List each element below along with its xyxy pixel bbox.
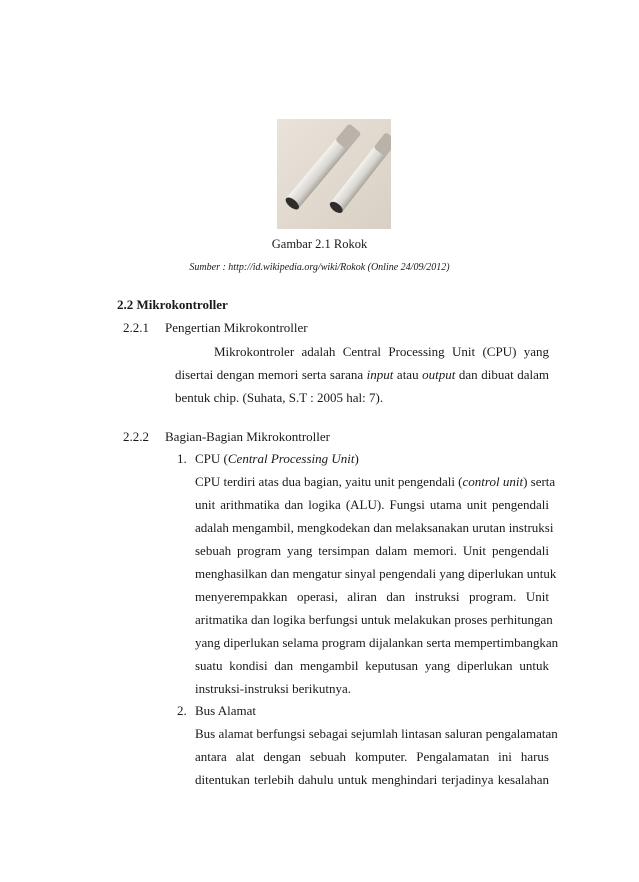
paragraph-line: Mikrokontroler adalah Central Processing Unit (CPU) yang: [214, 344, 549, 359]
paragraph-line: sebuah program yang tersimpan dalam memori. Unit pengendali: [195, 543, 549, 558]
section-heading: 2.2 Mikrokontroller: [117, 297, 228, 312]
subsection-number: 2.2.1: [123, 320, 149, 335]
paragraph-line: unit arithmatika dan logika (ALU). Fungsi utama unit pengendali: [195, 497, 549, 512]
paragraph-line: antara alat dengan sebuah komputer. Pengalamatan ini harus: [195, 749, 549, 764]
figure-caption: Gambar 2.1 Rokok: [271, 237, 368, 251]
subsection-title: Pengertian Mikrokontroller: [165, 320, 308, 335]
cigarettes-photo: [277, 119, 391, 229]
subsection-number: 2.2.2: [123, 429, 149, 444]
paragraph-line: yang diperlukan selama program dijalankan serta mempertimbangkan: [195, 635, 559, 650]
paragraph-line: Bus alamat berfungsi sebagai sejumlah lintasan saluran pengalamatan: [195, 726, 558, 741]
paragraph-line: disertai dengan memori serta sarana input atau output dan dibuat dalam: [175, 367, 549, 382]
subsection-title: Bagian-Bagian Mikrokontroller: [165, 429, 330, 444]
paragraph-line: suatu kondisi dan mengambil keputusan yang diperlukan untuk: [195, 658, 549, 673]
list-item-title: CPU (Central Processing Unit): [195, 451, 359, 466]
paragraph-line: instruksi-instruksi berikutnya.: [195, 681, 351, 696]
figure-source: Sumber : http://id.wikipedia.org/wiki/Rokok (Online 24/09/2012): [189, 262, 450, 273]
list-item-number: 1.: [177, 451, 187, 466]
paragraph-line: adalah mengambil, mengkodekan dan melaksanakan urutan instruksi: [195, 520, 554, 535]
paragraph-line: aritmatika dan logika berfungsi untuk melakukan proses perhitungan: [195, 612, 553, 627]
paragraph-line: CPU terdiri atas dua bagian, yaitu unit pengendali (control unit) serta: [195, 474, 556, 489]
paragraph-line: ditentukan terlebih dahulu untuk menghindari terjadinya kesalahan: [195, 772, 549, 787]
paragraph-line: menghasilkan dan mengatur sinyal pengendali yang diperlukan untuk: [195, 566, 557, 581]
list-item-number: 2.: [177, 703, 187, 718]
paragraph-line: menyerempakkan operasi, aliran dan instruksi program. Unit: [195, 589, 549, 604]
paragraph-line: bentuk chip. (Suhata, S.T : 2005 hal: 7).: [175, 390, 384, 405]
list-item-title: Bus Alamat: [195, 703, 257, 718]
